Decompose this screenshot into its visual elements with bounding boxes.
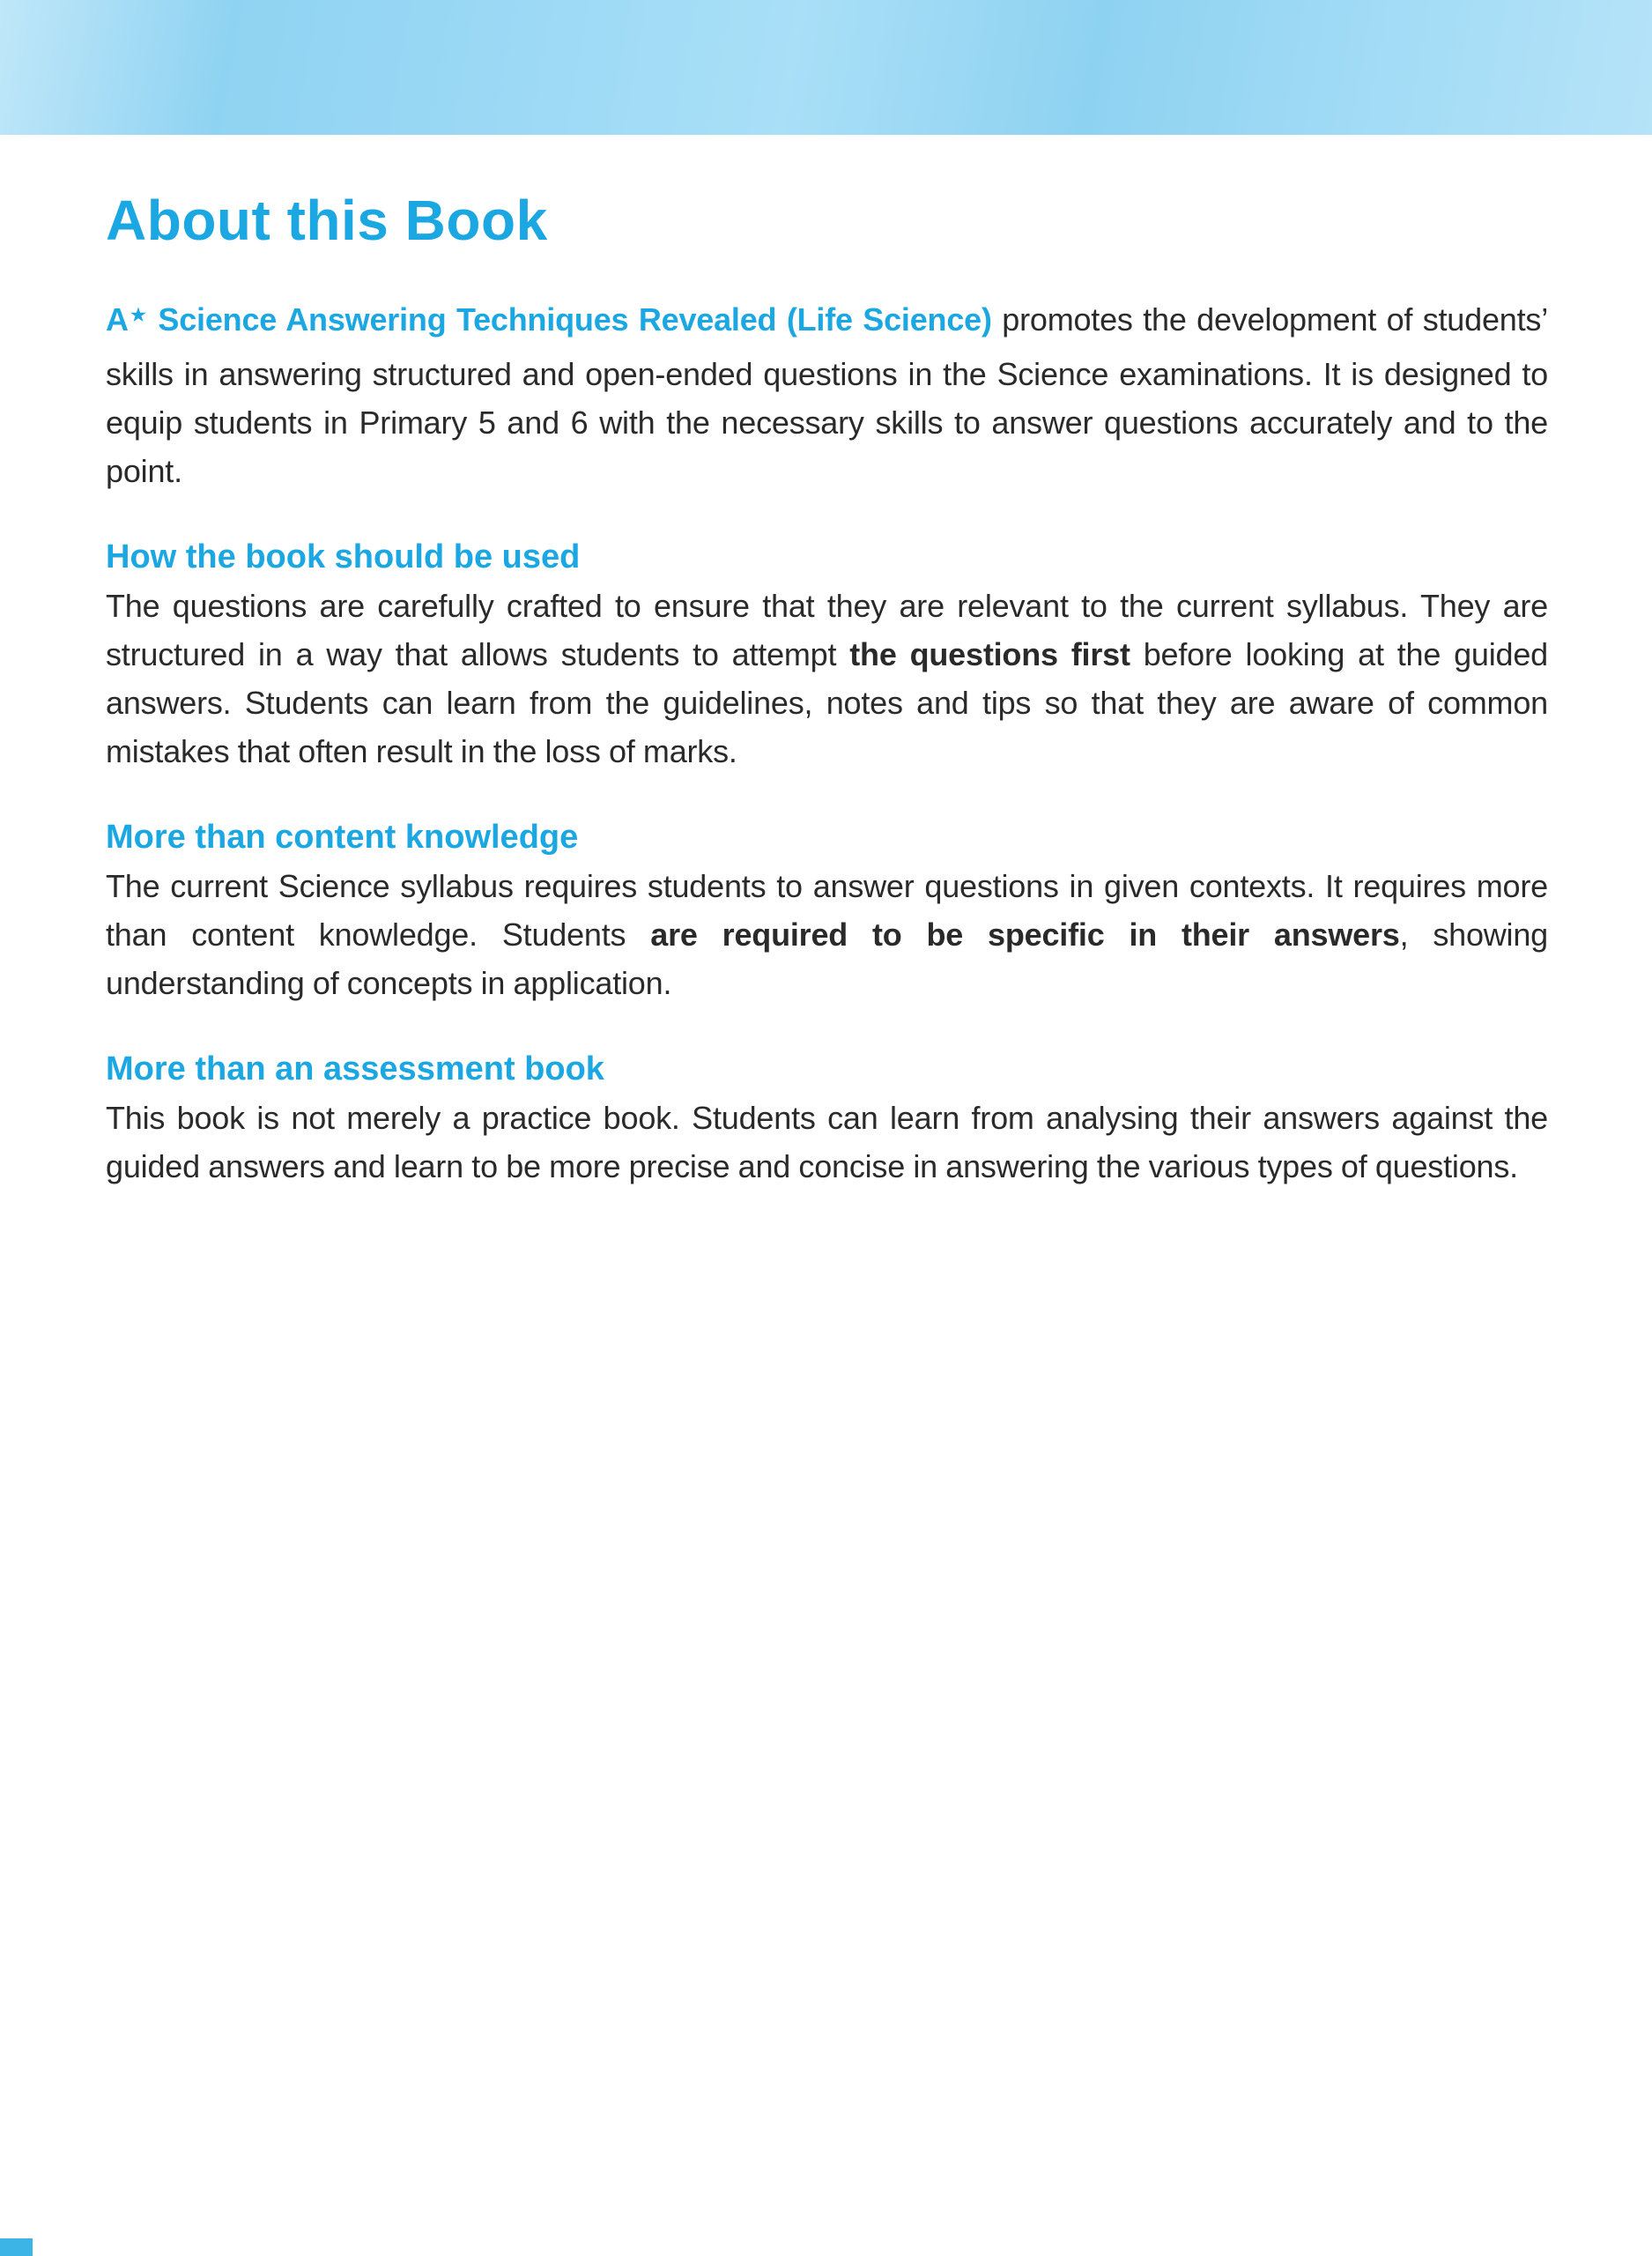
- paragraph-text: This book is not merely a practice book. Students can learn from analysing their answers against the guided answers and learn to be more precise and concise in answering the various types of questions.: [106, 1100, 1548, 1184]
- section-paragraph: [106, 1094, 1548, 1191]
- emphasized-text: the questions first: [849, 636, 1130, 672]
- paragraph-text: The questions are carefully crafted to ensure that they are relevant to the current syllabus. They are structured in a way that allows students to attempt: [106, 588, 1548, 672]
- section-heading-how-book-used: How the book should be used: [106, 538, 581, 575]
- section-paragraph: [106, 862, 1548, 1007]
- section-how-book-used: [106, 536, 1548, 776]
- star-superscript: ★: [128, 306, 148, 326]
- header-band: [0, 0, 1652, 135]
- page-content: [106, 135, 1548, 1191]
- section-assessment-book: [106, 1048, 1548, 1191]
- section-paragraph: [106, 582, 1548, 776]
- book-series-name: [106, 301, 992, 338]
- section-heading-assessment-book: More than an assessment book: [106, 1050, 604, 1087]
- intro-paragraph: [106, 295, 1548, 495]
- series-prefix: A: [106, 301, 129, 338]
- emphasized-text: are required to be specific in their answers: [650, 916, 1400, 953]
- page-title: About this Book: [106, 189, 548, 252]
- page-corner-mark: [0, 2238, 33, 2256]
- series-rest: Science Answering Techniques Revealed (Life Science): [147, 301, 992, 338]
- paragraph-text: , showing understanding of concepts in application.: [106, 916, 1549, 1001]
- intro-text: promotes the development of students’ skills in answering structured and open-ended questions in the Science examinations. It is designed to equip students in Primary 5 and 6 with the necessary skills to answer questions accurately and to the point.: [106, 301, 1548, 489]
- section-heading-content-knowledge: More than content knowledge: [106, 819, 579, 856]
- section-content-knowledge: [106, 816, 1548, 1007]
- paragraph-text: before looking at the guided answers. Students can learn from the guidelines, notes and tips so that they are aware of common mistakes that often result in the loss of marks.: [106, 636, 1548, 769]
- paragraph-text: The current Science syllabus requires students to answer questions in given contexts. It requires more than content knowledge. Students: [106, 868, 1548, 953]
